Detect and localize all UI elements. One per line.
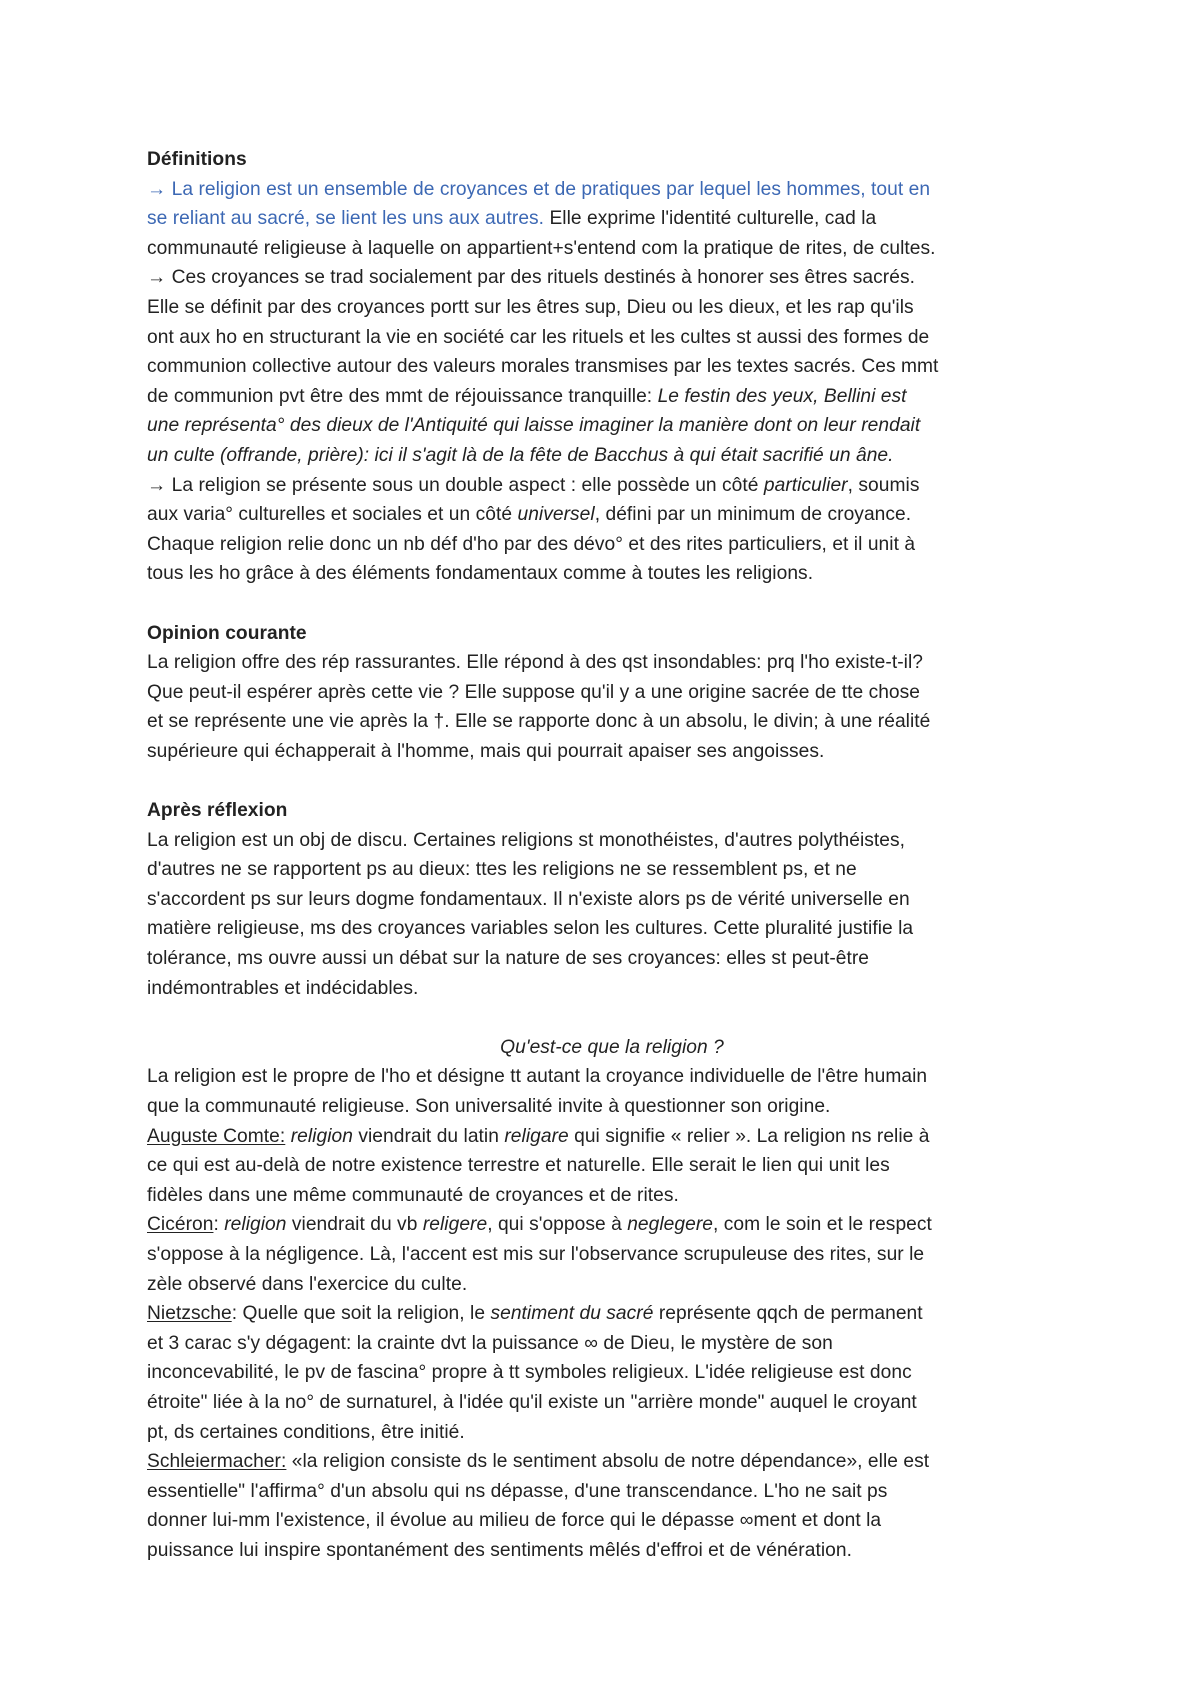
definitions-line-13: Chaque religion relie donc un nb déf d'ho par des dévo° et des rites particuliers, et il unit à	[147, 533, 916, 555]
author-nietzsche: Nietzsche	[147, 1303, 232, 1325]
nietzsche-italic: sentiment du sacré	[490, 1303, 654, 1325]
definitions-line-3: communauté religieuse à laquelle on appartient+s'entend com la pratique de rites, de cultes.	[147, 237, 936, 259]
document-body	[147, 145, 1077, 1566]
author-comte: Auguste Comte:	[147, 1125, 286, 1147]
definitions-line-11-italic: particulier	[763, 474, 848, 496]
comte-italic-2: religare	[504, 1125, 569, 1147]
nietzsche-line-2: et 3 carac s'y dégagent: la crainte dvt la puissance ∞ de Dieu, le mystère de son	[147, 1332, 833, 1354]
definitions-line-10-italic: un culte (offrande, prière): ici il s'agit là de la fête de Bacchus à qui était sacrifié un âne.	[147, 444, 894, 466]
definitions-line-12-text-a: aux varia° culturelles et sociales et un côté	[147, 504, 518, 526]
definitions-line-2	[147, 204, 1077, 234]
schleiermacher-text-a: «la religion consiste ds le sentiment absolu de notre dépendance», elle est	[286, 1451, 930, 1473]
definitions-line-9	[147, 411, 1077, 441]
reflexion-line-5: tolérance, ms ouvre aussi un débat sur la nature de ses croyances: elles st peut-être	[147, 948, 870, 970]
question-line-1: La religion est le propre de l'ho et désigne tt autant la croyance individuelle de l'être humain	[147, 1066, 928, 1088]
definitions-line-8-text: de communion pvt être des mmt de réjouissance tranquille:	[147, 385, 658, 407]
definitions-line-9-italic: une représenta° des dieux de l'Antiquité qui laisse imaginer la manière dont on leur rendait	[147, 415, 921, 437]
reflexion-line-1: La religion est un obj de discu. Certaines religions st monothéistes, d'autres polythéistes,	[147, 829, 906, 851]
definitions-line-11-text-a: → La religion se présente sous un double aspect : elle possède un côté	[147, 474, 764, 496]
comte-line-2: ce qui est au-delà de notre existence terrestre et naturelle. Elle serait le lien qui unit les	[147, 1155, 890, 1177]
definitions-line-1: → La religion est un ensemble de croyances et de pratiques par lequel les hommes, tout en	[147, 178, 931, 200]
nietzsche-line-1	[147, 1299, 1077, 1329]
heading-opinion: Opinion courante	[147, 622, 307, 644]
definitions-line-2-rest: Elle exprime l'identité culturelle, cad la	[544, 208, 877, 230]
ciceron-text-c: , qui s'oppose à	[487, 1214, 628, 1236]
opinion-line-4: supérieure qui échapperait à l'homme, mais qui pourrait apaiser ses angoisses.	[147, 740, 825, 762]
ciceron-line-1	[147, 1210, 1077, 1240]
question-line-2: que la communauté religieuse. Son universalité invite à questionner son origine.	[147, 1096, 831, 1117]
ciceron-italic-3: neglegere	[627, 1214, 714, 1236]
ciceron-text-b: viendrait du vb	[286, 1214, 423, 1236]
reflexion-line-2: d'autres ne se rapportent ps au dieux: ttes les religions ne se ressemblent ps, et ne	[147, 859, 857, 881]
opinion-line-2: Que peut-il espérer après cette vie ? Elle suppose qu'il y a une origine sacrée de tte chose	[147, 681, 921, 703]
nietzsche-text-a: : Quelle que soit la religion, le	[231, 1303, 491, 1325]
definitions-line-2-highlight: se reliant au sacré, se lient les uns aux autres.	[147, 208, 545, 230]
definitions-line-5: Elle se définit par des croyances portt sur les êtres sup, Dieu ou les dieux, et les rap qu'ils	[147, 296, 914, 318]
comte-italic-1: religion	[290, 1125, 353, 1147]
definitions-line-7: communion collective autour des valeurs morales transmises par les textes sacrés. Ces mmt	[147, 356, 939, 378]
nietzsche-line-3: inconcevabilité, le pv de fascina° propre à tt symboles religieux. L'idée religieuse est donc	[147, 1362, 912, 1384]
comte-text-c: qui signifie « relier ». La religion ns relie à	[568, 1125, 930, 1147]
opinion-line-3: et se représente une vie après la †. Elle se rapporte donc à un absolu, le divin; à une réalité	[147, 711, 931, 733]
spacer	[147, 589, 1077, 619]
definitions-line-11	[147, 471, 1077, 501]
nietzsche-text-b: représente qqch de permanent	[653, 1303, 923, 1325]
definitions-line-12-italic: universel	[517, 504, 595, 526]
author-ciceron: Cicéron	[147, 1214, 214, 1236]
question-title-text: Qu'est-ce que la religion ?	[500, 1036, 724, 1058]
schleiermacher-line-4: puissance lui inspire spontanément des sentiments mêlés d'effroi et de vénération.	[147, 1539, 852, 1561]
opinion-line-1: La religion offre des rép rassurantes. Elle répond à des qst insondables: prq l'ho existe-t-il?	[147, 652, 923, 674]
definitions-line-6: ont aux ho en structurant la vie en société car les rituels et les cultes st aussi des formes de	[147, 326, 930, 348]
schleiermacher-line-2: essentielle" l'affirma° d'un absolu qui ns dépasse, d'une transcendance. L'ho ne sait ps	[147, 1480, 888, 1502]
nietzsche-line-5: pt, ds certaines conditions, être initié.	[147, 1421, 465, 1443]
definitions-line-14: tous les ho grâce à des éléments fondamentaux comme à toutes les religions.	[147, 563, 814, 585]
comte-line-1	[147, 1122, 1077, 1152]
spacer	[147, 766, 1077, 796]
definitions-line-8	[147, 382, 1077, 412]
reflexion-line-6: indémontrables et indécidables.	[147, 977, 419, 999]
definitions-line-8-italic: Le festin des yeux, Bellini est	[657, 385, 907, 407]
ciceron-italic-1: religion	[224, 1214, 287, 1236]
comte-text-b: viendrait du latin	[352, 1125, 505, 1147]
question-title	[147, 1033, 1077, 1063]
ciceron-italic-2: religere	[422, 1214, 488, 1236]
reflexion-line-3: s'accordent ps sur leurs dogme fondamentaux. Il n'existe alors ps de vérité universelle en	[147, 888, 910, 910]
nietzsche-line-4: étroite" liée à la no° de surnaturel, à l'idée qu'il existe un "arrière monde" auquel le croyant	[147, 1391, 917, 1413]
author-schleiermacher: Schleiermacher:	[147, 1451, 287, 1473]
ciceron-line-3: zèle observé dans l'exercice du culte.	[147, 1273, 468, 1295]
definitions-line-10	[147, 441, 1077, 471]
reflexion-line-4: matière religieuse, ms des croyances variables selon les cultures. Cette pluralité justifie la	[147, 918, 914, 940]
comte-line-3: fidèles dans une même communauté de croyances et de rites.	[147, 1184, 679, 1206]
heading-reflexion: Après réflexion	[147, 800, 288, 822]
spacer	[147, 1003, 1077, 1033]
heading-definitions: Définitions	[147, 149, 247, 170]
ciceron-text-d: , com le soin et le respect	[713, 1214, 932, 1236]
ciceron-line-2: s'oppose à la négligence. Là, l'accent est mis sur l'observance scrupuleuse des rites, sur le	[147, 1243, 925, 1265]
schleiermacher-line-1	[147, 1447, 1077, 1477]
ciceron-text-a: :	[213, 1214, 225, 1236]
definitions-line-4: → Ces croyances se trad socialement par des rituels destinés à honorer ses êtres sacrés.	[147, 267, 915, 289]
definitions-line-12	[147, 500, 1077, 530]
definitions-line-11-text-b: , soumis	[847, 474, 920, 496]
schleiermacher-line-3: donner lui-mm l'existence, il évolue au milieu de force qui le dépasse ∞ment et dont la	[147, 1510, 882, 1532]
definitions-line-12-text-b: , défini par un minimum de croyance.	[594, 504, 912, 526]
